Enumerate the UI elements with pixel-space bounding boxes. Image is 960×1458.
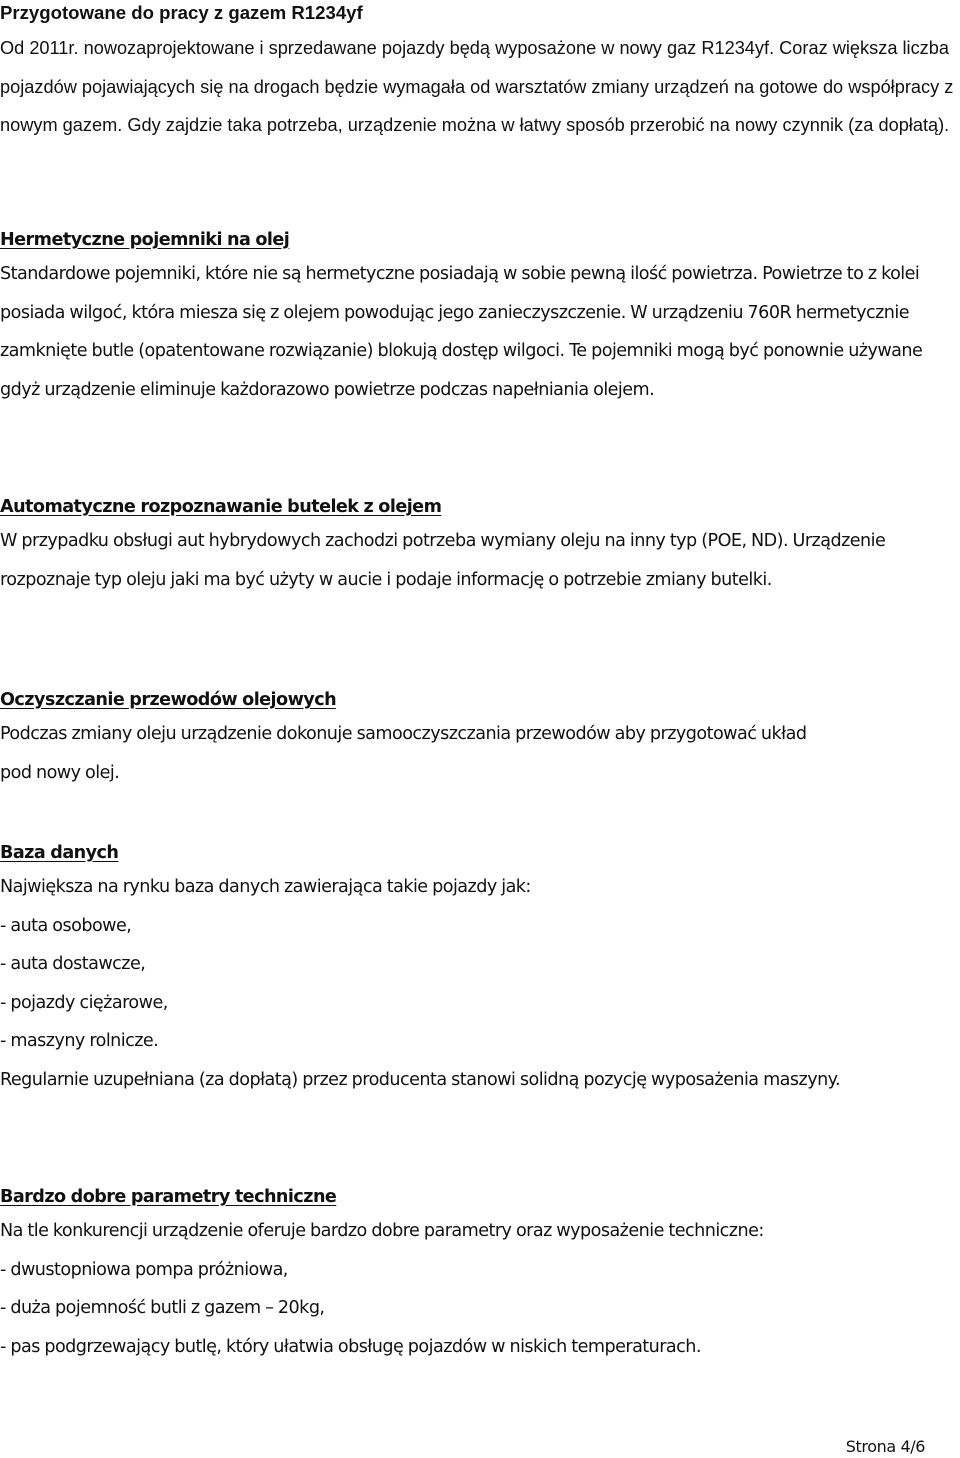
list-item: - pas podgrzewający butlę, który ułatwia obsługę pojazdów w niskich temperaturach.	[0, 1336, 701, 1357]
list-item: - maszyny rolnicze.	[0, 1031, 159, 1051]
section-technical-parameters	[0, 1182, 958, 1366]
section-heading: Hermetyczne pojemniki na olej	[0, 230, 290, 250]
section-line: Podczas zmiany oleju urządzenie dokonuje samooczyszczania przewodów aby przygotować układ	[0, 724, 807, 744]
section-line: Największa na rynku baza danych zawierająca takie pojazdy jak:	[0, 877, 531, 897]
section-heading: Przygotowane do pracy z gazem R1234yf	[0, 2, 363, 23]
section-line: Regularnie uzupełniana (za dopłatą) przez producenta stanowi solidną pozycję wyposażenia maszyny.	[0, 1069, 841, 1090]
section-oil-line-cleaning	[0, 685, 958, 792]
section-paragraph: W przypadku obsługi aut hybrydowych zachodzi potrzeba wymiany oleju na inny typ (POE, ND). Urządzenie rozpoznaje typ oleju jaki ma być użyty w aucie i podaje informację o potrzebie zmiany butelki.	[0, 531, 886, 590]
section-r1234yf	[0, 0, 958, 145]
section-heading: Oczyszczanie przewodów olejowych	[0, 690, 337, 710]
section-database	[0, 838, 958, 1099]
section-paragraph: Od 2011r. nowozaprojektowane i sprzedawane pojazdy będą wyposażone w nowy gaz R1234yf. Coraz większa liczba pojazdów pojawiających się na drogach będzie wymagała od warsztatów zmiany urządzeń na gotowe do współpracy z nowym gazem. Gdy zajdzie taka potrzeba, urządzenie można w łatwy sposób przerobić na nowy czynnik (za dopłatą).	[0, 38, 954, 135]
list-item: - auta osobowe,	[0, 915, 132, 936]
list-item: - dwustopniowa pompa próżniowa,	[0, 1259, 288, 1280]
section-paragraph: Standardowe pojemniki, które nie są hermetyczne posiadają w sobie pewną ilość powietrza. Powietrze to z kolei posiada wilgoć, która miesza się z olejem powodując jego zanieczyszczenie. W urządzeniu 760R hermetycznie zamknięte butle (opatentowane rozwiązanie) blokują dostęp wilgoci. Te pojemniki mogą być ponownie używane gdyż urządzenie eliminuje każdorazowo powietrze podczas napełniania olejem.	[0, 264, 923, 400]
list-item: - auta dostawcze,	[0, 954, 146, 974]
section-hermetic-containers	[0, 225, 958, 409]
section-line: pod nowy olej.	[0, 762, 120, 783]
section-heading: Automatyczne rozpoznawanie butelek z olejem	[0, 497, 442, 517]
list-item: - pojazdy ciężarowe,	[0, 992, 168, 1013]
list-item: - duża pojemność butli z gazem – 20kg,	[0, 1298, 325, 1318]
section-heading: Bardzo dobre parametry techniczne	[0, 1187, 337, 1207]
section-line: Na tle konkurencji urządzenie oferuje bardzo dobre parametry oraz wyposażenie techniczne:	[0, 1221, 764, 1241]
section-heading: Baza danych	[0, 843, 119, 863]
page-number: Strona 4/6	[845, 1437, 925, 1456]
section-automatic-bottle-recognition	[0, 492, 958, 599]
